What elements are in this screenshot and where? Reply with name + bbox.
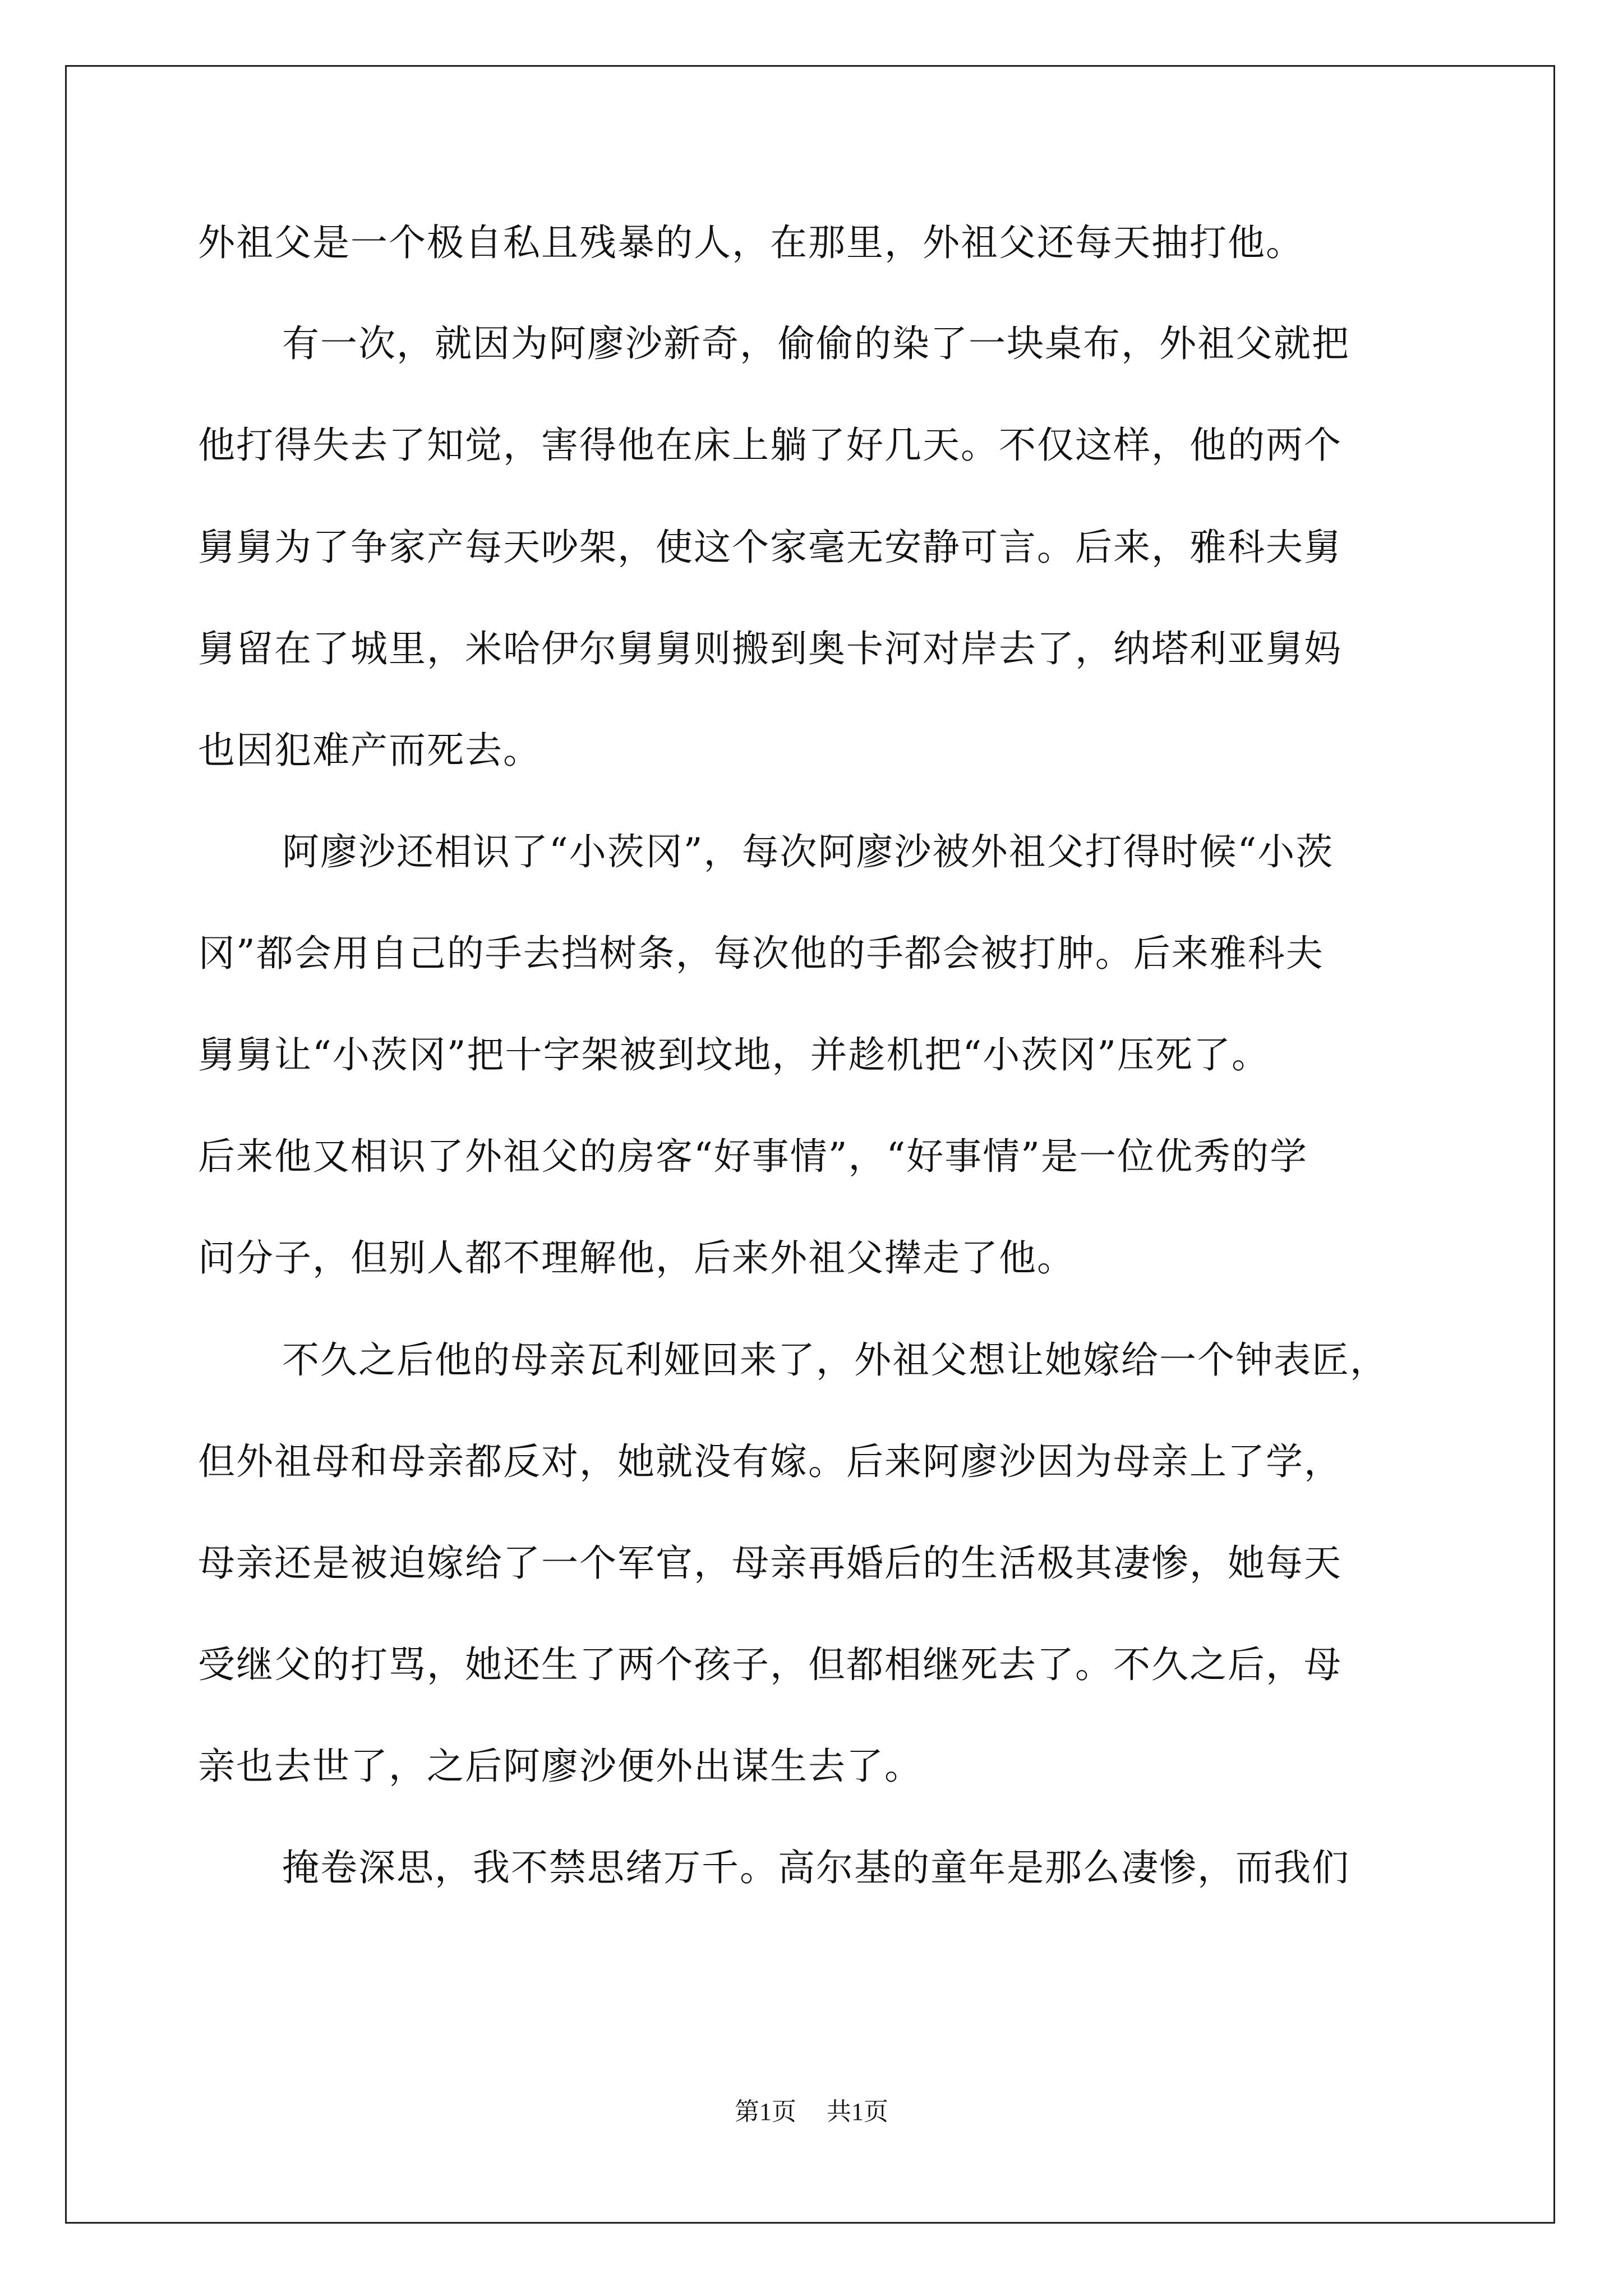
text-line-6: 也因犯难产而死去。: [198, 729, 541, 772]
text-line-3: 他打得失去了知觉，害得他在床上躺了好几天。不仅这样，他的两个: [198, 424, 1342, 467]
text-line-9: 舅舅让“小茨冈”把十字架被到坟地，并趁机把“小茨冈”压死了。: [198, 1033, 1270, 1076]
page-footer: [0, 2095, 1623, 2129]
text-line-11: 问分子，但别人都不理解他，后来外祖父撵走了他。: [198, 1236, 1075, 1280]
page-number: 第1页: [735, 2098, 796, 2125]
text-line-16: 亲也去世了，之后阿廖沙便外出谋生去了。: [198, 1745, 923, 1788]
text-line-15: 受继父的打骂，她还生了两个孩子，但都相继死去了。不久之后，母: [198, 1643, 1342, 1686]
text-line-10: 后来他又相识了外祖父的房客“好事情”，“好事情”是一位优秀的学: [198, 1135, 1308, 1178]
text-line-2: 有一次，就因为阿廖沙新奇，偷偷的染了一块桌布，外祖父就把: [282, 322, 1350, 365]
text-line-17: 掩卷深思，我不禁思绪万千。高尔基的童年是那么凄惨，而我们: [282, 1846, 1350, 1889]
text-line-4: 舅舅为了争家产每天吵架，使这个家毫无安静可言。后来，雅科夫舅: [198, 526, 1342, 569]
text-line-1: 外祖父是一个极自私且残暴的人，在那里，外祖父还每天抽打他。: [198, 221, 1304, 264]
text-line-8: 冈”都会用自己的手去挡树条，每次他的手都会被打肿。后来雅科夫: [198, 932, 1324, 975]
text-line-5: 舅留在了城里，米哈伊尔舅舅则搬到奥卡河对岸去了，纳塔利亚舅妈: [198, 627, 1342, 670]
page-total: 共1页: [827, 2098, 888, 2125]
text-line-7: 阿廖沙还相识了“小茨冈”，每次阿廖沙被外祖父打得时候“小茨: [282, 830, 1334, 873]
text-line-12: 不久之后他的母亲瓦利娅回来了，外祖父想让她嫁给一个钟表匠，: [282, 1338, 1388, 1382]
text-line-13: 但外祖母和母亲都反对，她就没有嫁。后来阿廖沙因为母亲上了学，: [198, 1440, 1342, 1483]
text-line-14: 母亲还是被迫嫁给了一个军官，母亲再婚后的生活极其凄惨，她每天: [198, 1542, 1342, 1585]
